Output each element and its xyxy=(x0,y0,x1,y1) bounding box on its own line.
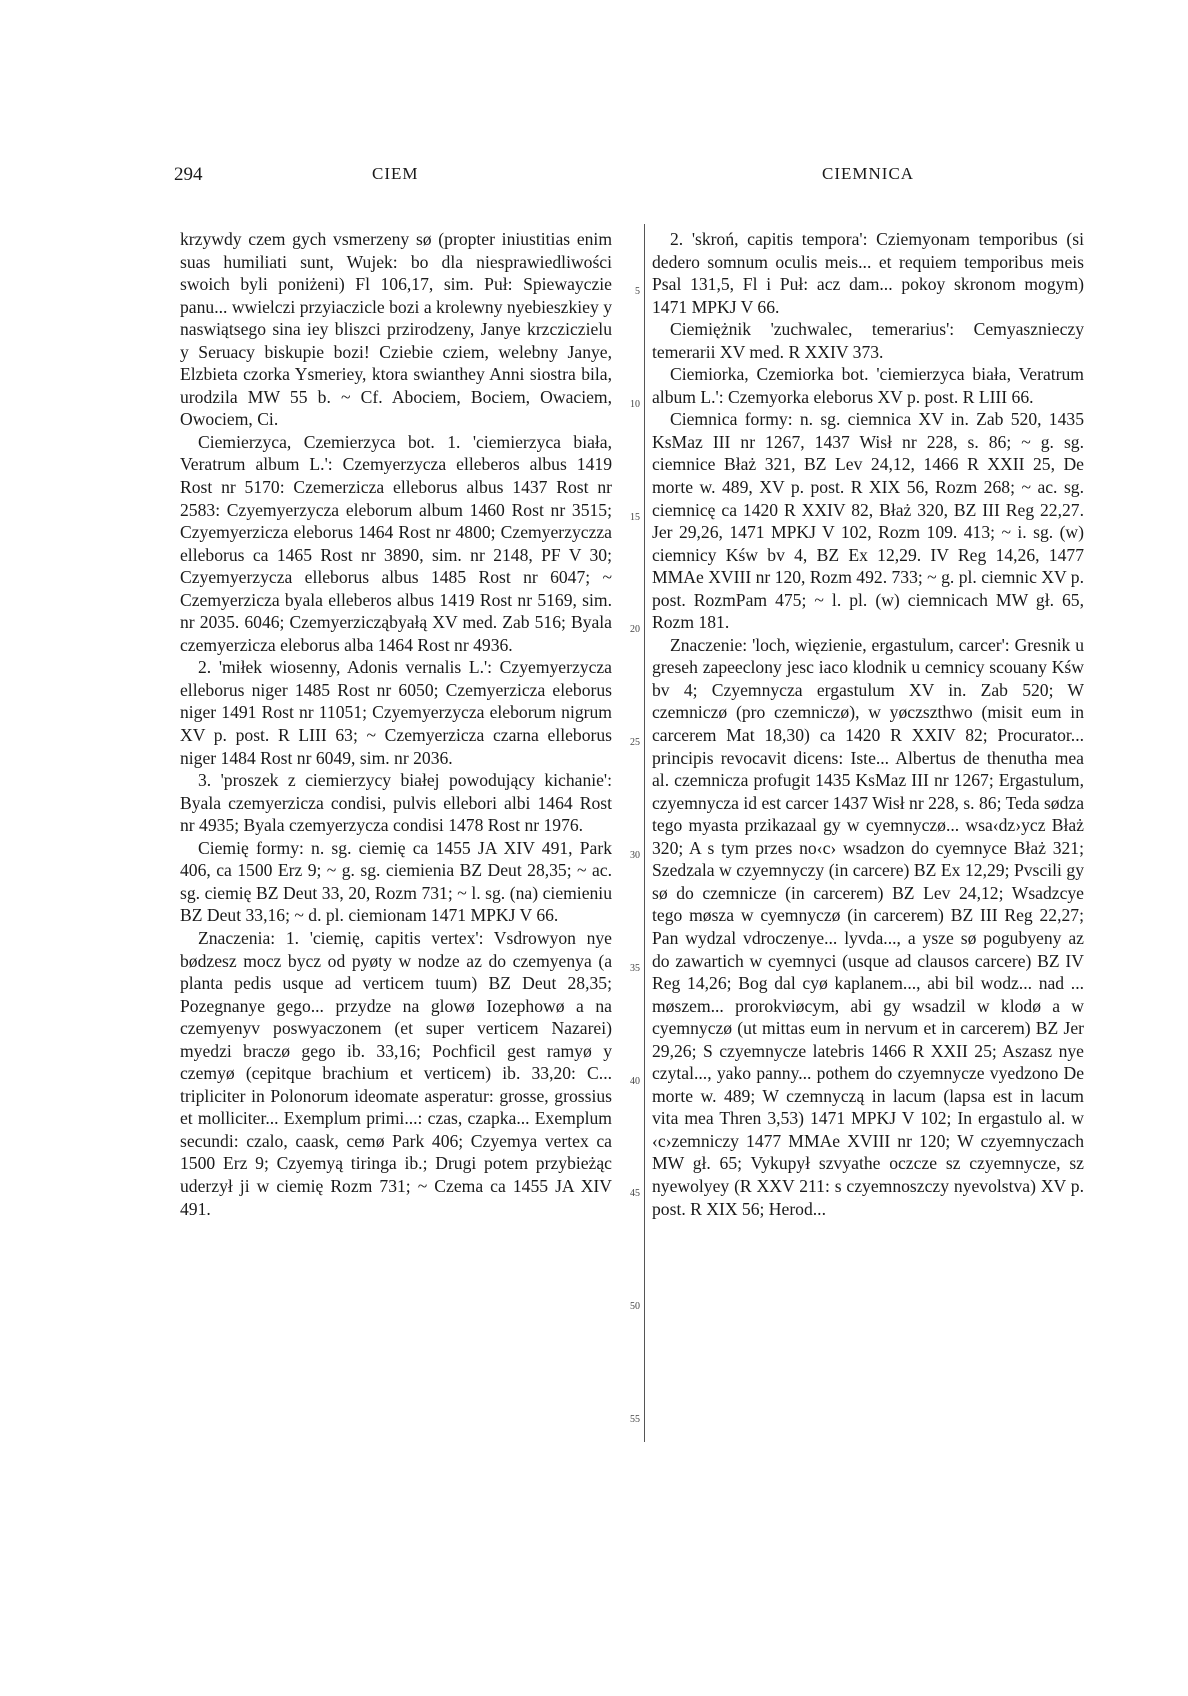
right-column xyxy=(652,228,1084,1220)
entry-ciemieznik: Ciemiężnik 'zuchwalec, temerarius': Cemyasznieczy temerarii XV med. R XXIV 373. xyxy=(652,319,1084,362)
line-number: 10 xyxy=(630,399,640,410)
page-number: 294 xyxy=(174,164,203,185)
column-divider xyxy=(644,224,645,1442)
line-number: 15 xyxy=(630,512,640,523)
line-number: 50 xyxy=(630,1301,640,1312)
entry-ciemie: Ciemię formy: n. sg. ciemię ca 1455 JA XIV 491, Park 406, ca 1500 Erz 9; ~ g. sg. ciemienia BZ Deut 28,35; ~ ac. sg. ciemię BZ Deut 33, 20, Rozm 731; ~ l. sg. (na) ciemieniu BZ Deut 33,16; ~ d. pl. ciemionam 1471 MPKJ V 66. xyxy=(180,837,612,926)
line-number: 35 xyxy=(630,963,640,974)
entry-ciemie-meanings: Znaczenia: 1. 'ciemię, capitis vertex': Vsdrowyon nye bødzesz mocz bycz od pyøty w nodze az do czemyenya (a planta pedis usque ad verticem tuum) BZ Deut 28,35; Pozegnanye gego... przydze na glowø Iozephowø a na czemyenyv poswyaczonem (et super verticem Nazarei) myedzi braczø gego ib. 33,16; Pochficil gest ramyø y czemyø (cepitque brachium et verticem) ib. 33,20: C... tripliciter in Polonorum ideomate asperatur: grosse, grossius et molliciter... Exemplum primi...: czas, czapka... Exemplum secundi: czalo, caask, cemø Park 406; Czyemya vertex ca 1500 Erz 9; Czyemyą tiringa ib.; Drugi potem przybieżąc uderzył ji w ciemię Rozm 731; ~ Czema ca 1455 JA XIV 491. xyxy=(180,927,612,1219)
line-number: 45 xyxy=(630,1188,640,1199)
left-running-head: CIEM xyxy=(372,164,419,183)
line-number: 20 xyxy=(630,624,640,635)
entry-continuation: krzywdy czem gych vsmerzeny sø (propter iniustitias enim suas humiliati sunt, Wujek: bo dla niesprawiedliwości swoich byli poniżeni) Fl 106,17, sim. Puł: Spiewayczie panu... wwielczi przyiaczicle bozi a krolewny nyebieszkiey y naswiątsego sina iey bliszci przirodzeny, Janye krzcziczielu y Seruacy biskupie bozi! Cziebie cziem, welebny Janye, Elzbieta czorka Ysmeriey, ktora swianthey Anni siostra bila, urodzila MW 55 b. ~ Cf. Abociem, Bociem, Owaciem, Owociem, Ci. xyxy=(180,229,612,430)
line-number: 40 xyxy=(630,1076,640,1087)
entry-ciemnica-meaning: Znaczenie: 'loch, więzienie, ergastulum, carcer': Gresnik u greseh zapeeclony jesc iaco klodnik u cemnicy scouany Kśw bv 4; Czyemnycza ergastulum XV in. Zab 520; W czemniczø (pro czemniczø), w yøczszthwo (misit eum in carcerem Mat 18,30) ca 1420 R XXIV 82; Procurator... principis revocavit dicens: Iste... Albertus de thenutha mea al. czemnicza profugit 1435 KsMaz III nr 1267; Ergastulum, czyemnycza id est carcer 1437 Wisł nr 228, s. 86; Teda sødza tego myasta przikazaal gy w cyemnyczø... wsa‹dz›ycz Błaż 320; A s tym przes no‹c› wsadzon do cyemnyce Błaż 321; Szedzala w czyemnyczy (in carcere) BZ Ex 12,29; Pvscili gy sø do czemnicze (in carcerem) BZ Lev 24,12; Wsadzcye tego møsza w cyemnyczø (in carcerem) BZ III Reg 22,27; Pan wydzal vdroczenye... lyvda..., a ysze sø pogubyeny az do zawartich w cyemnyci (usque ad clausos carcere) BZ IV Reg 14,26; Bog dal cyø kaplanem..., abi bil wodz... nad ... møszem... prorokviøcym, abi gy wsadzil w klodø a w cyemnyczø (ut mittas eum in nervum et in carcerem) BZ Jer 29,26; S czyemnycze latebris 1466 R XXII 25; Aszasz nye czytal..., yako panny... pothem do czyemnycze vyedzono De morte w. 489; W czemnyczą in lacum (lapsa est in lacum vita mea Thren 3,53) 1471 MPKJ V 102; In ergastulo al. w ‹c›zemniczy 1477 MMAe XVIII nr 120; W czyemnyczach MW gł. 65; Vykupył szvyathe oczcze sz czyemnycze, sz nyewolyey (R XXV 211: s czyemnoszczy nyevolstva) XV p. post. R XIX 56; Herod... xyxy=(652,634,1084,1219)
entry-ciemnica-forms: Ciemnica formy: n. sg. ciemnica XV in. Zab 520, 1435 KsMaz III nr 1267, 1437 Wisł nr 228, s. 86; ~ g. sg. ciemnice Błaż 321, BZ Lev 24,12, 1466 R XXII 25, De morte w. 489, XV p. post. R XIX 56, Rozm 268; ~ ac. sg. ciemnicę ca 1420 R XXIV 82, Błaż 320, BZ III Reg 22,27. Jer 29,26, 1471 MPKJ V 102, Rozm 109. 413; ~ i. sg. (w) ciemnicy Kśw bv 4, BZ Ex 12,29. IV Reg 14,26, 1477 MMAe XVIII nr 120, Rozm 492. 733; ~ g. pl. ciemnic XV p. post. RozmPam 475; ~ l. pl. (w) ciemnicach MW gł. 65, Rozm 181. xyxy=(652,409,1084,633)
line-number: 55 xyxy=(630,1414,640,1425)
entry-ciemie-sense-2: 2. 'skroń, capitis tempora': Cziemyonam temporibus (si dedero somnum oculis meis... et requiem temporibus meis Psal 131,5, Fl i Puł: acz dam... pokoy skronom mogym) 1471 MPKJ V 66. xyxy=(652,229,1084,317)
entry-ciemiorka: Ciemiorka, Czemiorka bot. 'ciemierzyca biała, Veratrum album L.': Czemyorka eleborus XV p. post. R LIII 66. xyxy=(652,364,1084,407)
left-column xyxy=(180,228,612,1220)
entry-ciemierzyca-sense-3: 3. 'proszek z ciemierzycy białej powodujący kichanie': Byala czemyerzicza condisi, pulvis ellebori albi 1464 Rost nr 4935; Byala czemyerzycza condisi 1478 Rost nr 1976. xyxy=(180,770,612,836)
line-number: 25 xyxy=(630,737,640,748)
entry-ciemierzyca-sense-2: 2. 'miłek wiosenny, Adonis vernalis L.': Czyemyerzycza elleborus niger 1485 Rost nr 6050; Czemyerzicza eleborus niger 1491 Rost nr 11051; Czyemyerzycza eleborum nigrum XV p. post. R LIII 63; ~ Czemyerzicza czarna elleborus niger 1484 Rost nr 6049, sim. nr 2036. xyxy=(180,657,612,768)
right-running-head: CIEMNICA xyxy=(822,164,915,183)
line-number: 5 xyxy=(635,286,640,297)
entry-ciemierzyca: Ciemierzyca, Czemierzyca bot. 1. 'ciemierzyca biała, Veratrum album L.': Czemyerzycza elleberos albus 1419 Rost nr 5170: Czemerzicza elleborus albus 1437 Rost nr 2583: Czyemyerzycza eleborum album 1460 Rost nr 3515; Czyemyerzicza eleborus 1464 Rost nr 4800; Czemyerzyczza elleborus ca 1465 Rost nr 3890, sim. nr 2148, PF V 30; Czyemyerzycza elleborus albus 1485 Rost nr 6047; ~ Czemyerzicza byala elleberos albus 1419 Rost nr 5169, sim. nr 2035. 6046; Czemyerzicząbyałą XV med. Zab 516; Byala czemyerzicza eleborus alba 1464 Rost nr 4936. xyxy=(180,431,612,655)
line-number: 30 xyxy=(630,850,640,861)
